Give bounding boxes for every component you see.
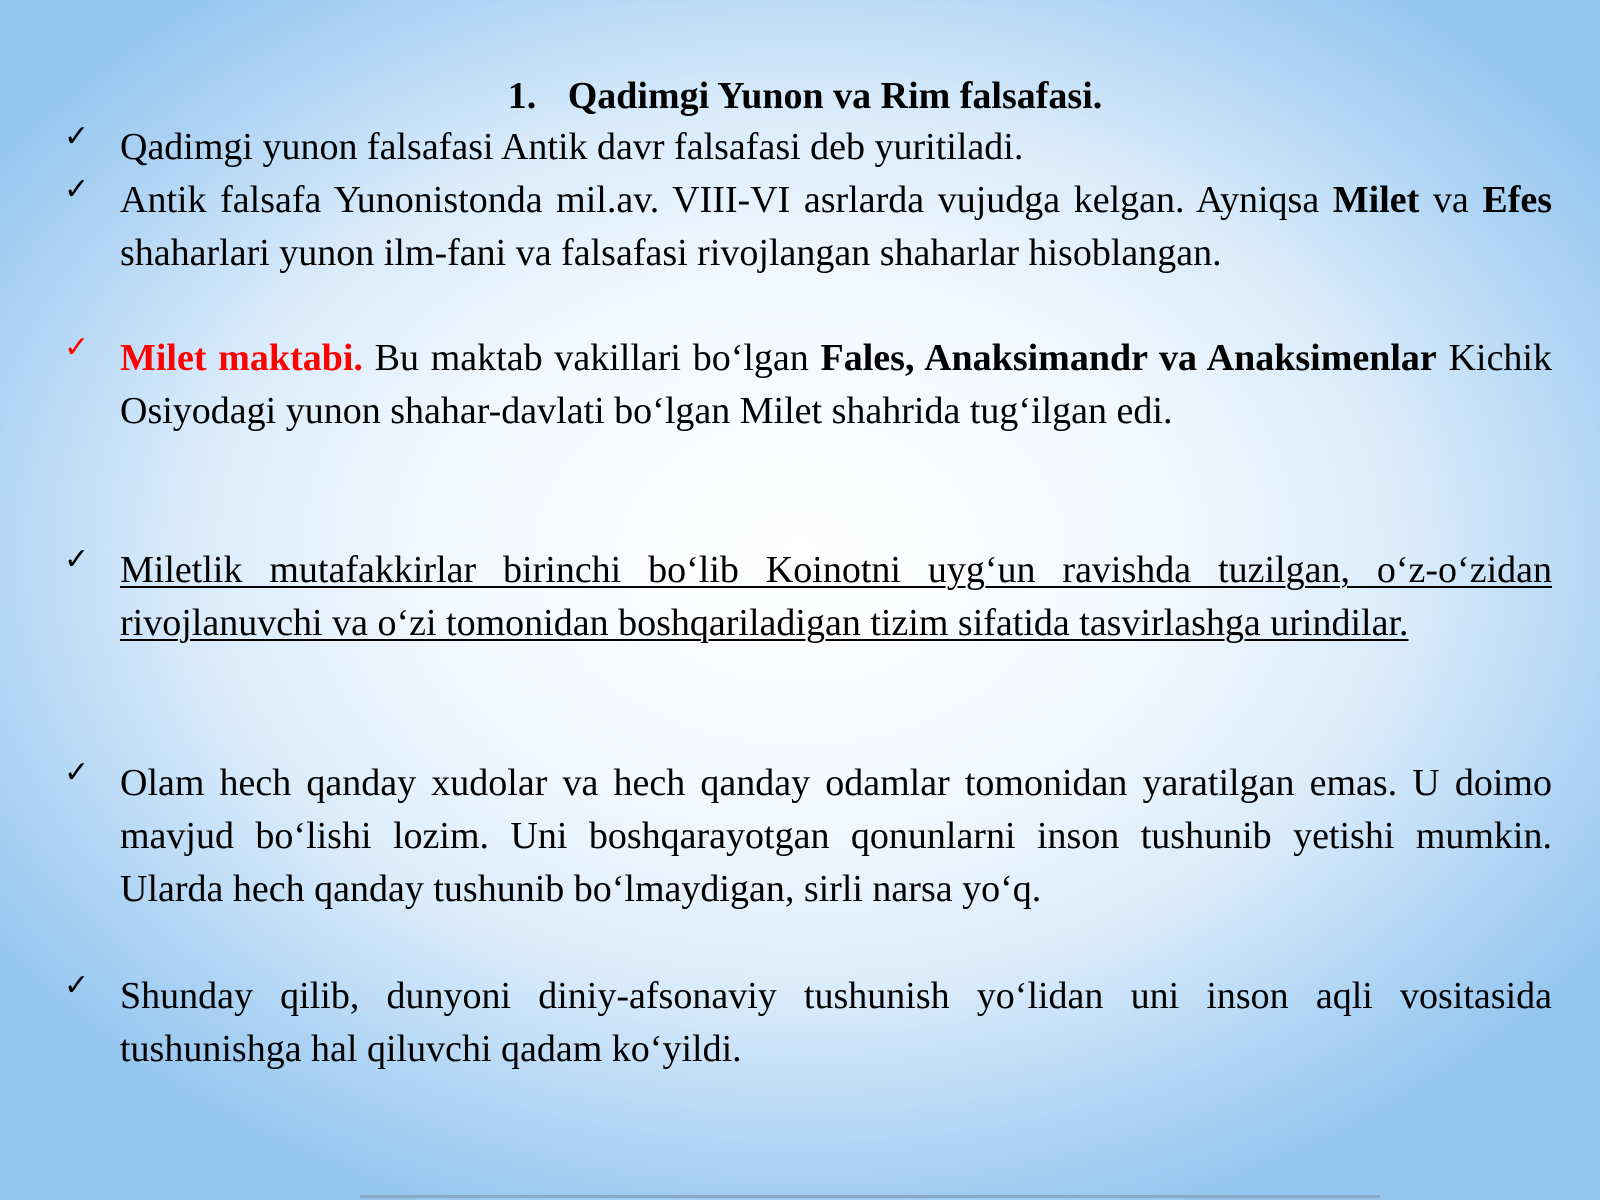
bullet-1-text: Qadimgi yunon falsafasi Antik davr falsafasi deb yuritiladi.	[120, 126, 1024, 168]
title-text: Qadimgi Yunon va Rim falsafasi.	[567, 75, 1103, 117]
bullet-3-text-b: Kichik Osiyodagi yunon shahar-davlati bo‘lgan Milet shahrida tug‘ilgan edi.	[120, 337, 1552, 432]
bullet-3-text-a: Bu maktab vakillari bo‘lgan	[362, 337, 821, 379]
bullet-6	[120, 970, 1552, 1076]
bullet-4-text: Miletlik mutafakkirlar birinchi bo‘lib Koinotni uyg‘un ravishda tuzilgan, o‘z-o‘zidan rivojlanuvchi va o‘zi tomonidan boshqariladigan tizim sifatida tasvirlashga urindilar.	[120, 549, 1552, 644]
bullet-6-text: Shunday qilib, dunyoni diniy-afsonaviy tushunish yo‘lidan uni inson aqli vositasida tushunishga hal qiluvchi qadam ko‘yildi.	[120, 975, 1552, 1070]
check-mark-icon: ✓	[64, 172, 90, 207]
slide-title	[0, 70, 1600, 122]
bullet-4	[120, 544, 1552, 650]
bullet-2-text-b: va	[1419, 179, 1483, 221]
bullet-5	[120, 757, 1552, 916]
bullet-3-bold-names: Fales, Anaksimandr va Anaksimenlar	[820, 337, 1437, 379]
footer-divider	[360, 1195, 1380, 1198]
bullet-2-bold-efes: Efes	[1482, 179, 1552, 221]
bullet-3-heading: Milet maktabi.	[120, 337, 363, 379]
check-mark-icon: ✓	[64, 755, 90, 790]
check-mark-icon: ✓	[64, 968, 90, 1003]
bullet-2-text-c: shaharlari yunon ilm-fani va falsafasi rivojlangan shaharlar hisoblangan.	[120, 232, 1222, 274]
bullet-2	[120, 174, 1552, 280]
title-number: 1.	[507, 75, 537, 117]
bullet-5-text: Olam hech qanday xudolar va hech qanday odamlar tomonidan yaratilgan emas. U doimo mavjud bo‘lishi lozim. Uni boshqarayotgan qonunlarni inson tushunib yetishi mumkin. Ularda hech qanday tushunib bo‘lmaydigan, sirli narsa yo‘q.	[120, 762, 1552, 910]
check-mark-icon-red: ✓	[64, 330, 90, 365]
bullet-2-bold-milet: Milet	[1332, 179, 1420, 221]
bullet-1	[120, 121, 1552, 174]
check-mark-icon: ✓	[64, 119, 90, 154]
bullet-2-text-a: Antik falsafa Yunonistonda mil.av. VIII-VI asrlarda vujudga kelgan. Ayniqsa	[120, 179, 1333, 221]
bullet-3	[120, 332, 1552, 438]
check-mark-icon: ✓	[64, 542, 90, 577]
